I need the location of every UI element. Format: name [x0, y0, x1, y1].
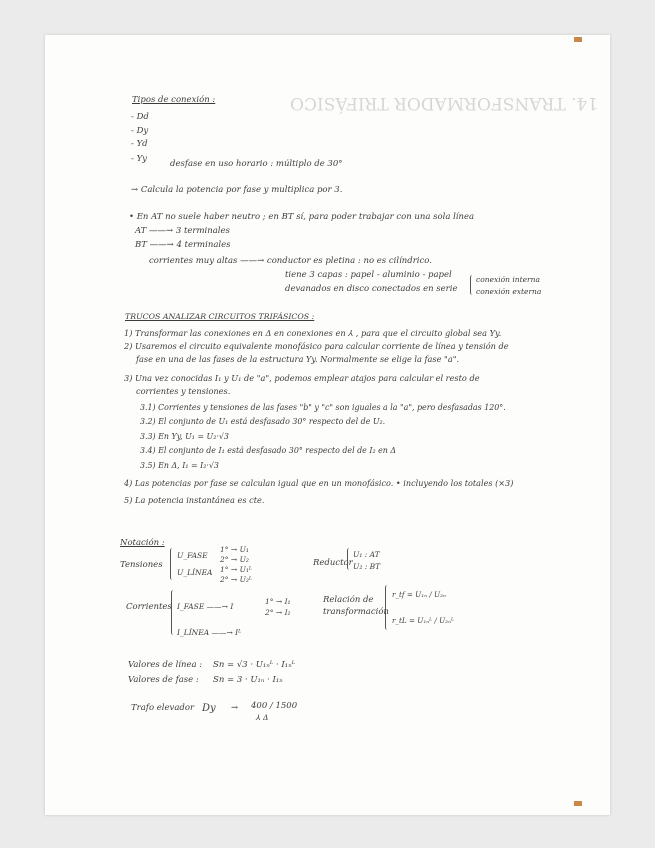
valores-fase-label: Valores de fase :	[128, 675, 199, 685]
i-fase-1: 1° → I₁	[265, 597, 291, 606]
truco-line: 1) Transformar las conexiones en Δ en conexiones en ⅄ , para que el circuito global sea Yy.	[124, 328, 502, 338]
truco-subline: 3.3) En Yy, U₁ = U₂·√3	[140, 432, 229, 441]
relacion-label: Relación de	[323, 595, 374, 605]
conexion-externa: conexión externa	[476, 287, 542, 296]
trafo-arrow: →	[231, 703, 239, 713]
u-fase-2: 2° → U₂	[220, 555, 249, 564]
u-linea-1: 1° → U₁ᴸ	[220, 565, 253, 574]
tipo-item: - Dy	[131, 126, 149, 136]
notebook-page	[45, 35, 610, 815]
tipo-item: - Yy	[131, 154, 147, 164]
rt-fase-formula: r_tf = U₁ₙ / U₂ₙ	[392, 590, 446, 599]
truco-subline: 3.1) Corrientes y tensiones de las fases "b" y "c" son iguales a la "a", pero desfasadas 120°.	[140, 403, 506, 412]
trafo-connection: Dy	[202, 703, 216, 714]
truco-line: fase en una de las fases de la estructura Yy. Normalmente se elige la fase "a".	[136, 354, 460, 364]
tensiones-label: Tensiones	[120, 560, 163, 570]
trafo-marks: ⅄ Δ	[256, 713, 269, 722]
i-fase-label: I_FASE ——→ I	[177, 602, 234, 611]
corner-tab	[574, 37, 582, 42]
corrientes-line: corrientes muy altas ——→ conductor es pletina : no es cilíndrico.	[149, 256, 432, 266]
tipo-item: - Dd	[131, 112, 149, 122]
conexion-interna: conexión interna	[476, 275, 540, 284]
i-fase-2: 2° → I₂	[265, 608, 291, 617]
tipos-title: Tipos de conexión :	[132, 95, 216, 105]
notacion-title: Notación :	[120, 538, 165, 548]
truco-line: 4) Las potencias por fase se calculan igual que en un monofásico. • incluyendo los totales (×3)	[124, 478, 514, 488]
relacion-brace	[385, 585, 390, 630]
truco-subline: 3.2) El conjunto de U₁ está desfasado 30° respecto del de U₂.	[140, 417, 386, 426]
corrientes-brace	[171, 590, 176, 635]
corrientes-label: Corrientes	[126, 602, 172, 612]
u-fase-1: 1° → U₁	[220, 545, 249, 554]
at-bt-intro: • En AT no suele haber neutro ; en BT sí, para poder trabajar con una sola línea	[129, 212, 475, 222]
reductor-1: U₁ : AT	[353, 550, 380, 559]
devanados-line: devanados en disco conectados en serie	[285, 284, 458, 294]
at-line: AT ——→ 3 terminales	[135, 226, 230, 236]
truco-subline: 3.4) El conjunto de I₁ está desfasado 30° respecto del de I₂ en Δ	[140, 446, 397, 455]
corner-tab	[574, 801, 582, 806]
u-linea-label: U_LÍNEA	[177, 568, 213, 577]
bt-line: BT ——→ 4 terminales	[135, 240, 231, 250]
reductor-2: U₂ : BT	[353, 562, 381, 571]
truco-line: corrientes y tensiones.	[136, 386, 231, 396]
rt-linea-formula: r_tL = U₁ₙᴸ / U₂ₙᴸ	[392, 616, 454, 625]
capas-line: tiene 3 capas : papel - aluminio - papel	[285, 270, 452, 280]
i-linea-label: I_LÍNEA ——→ Iᴸ	[177, 628, 242, 637]
tipo-item: - Yd	[131, 139, 148, 149]
truco-subline: 3.5) En Δ, I₁ = I₂·√3	[140, 461, 219, 470]
truco-line: 2) Usaremos el circuito equivalente monofásico para calcular corriente de línea y tensión de	[124, 341, 509, 351]
u-fase-label: U_FASE	[177, 551, 208, 560]
trucos-title: TRUCOS ANALIZAR CIRCUITOS TRIFÁSICOS :	[125, 312, 315, 321]
bleed-through-heading: 14. TRANSFORMADOR TRIFÁSICO	[290, 93, 599, 113]
valores-fase-formula: Sn = 3 · U₁ₙ · I₁ₙ	[213, 675, 283, 685]
tipo-desfase: desfase en uso horario : múltiplo de 30°	[170, 159, 343, 169]
transformacion-label: transformación	[323, 607, 389, 617]
reductor-brace	[347, 548, 352, 570]
potencia-note: → Calcula la potencia por fase y multiplica por 3.	[131, 185, 343, 195]
truco-line: 5) La potencia instantánea es cte.	[124, 495, 265, 505]
valores-linea-formula: Sn = √3 · U₁ₙᴸ · I₁ₙᴸ	[213, 660, 296, 670]
reductor-label: Reductor	[313, 558, 353, 568]
trafo-label: Trafo elevador	[131, 703, 195, 713]
devanados-brace	[470, 275, 475, 295]
valores-linea-label: Valores de línea :	[128, 660, 203, 670]
trafo-values: 400 / 1500	[251, 701, 298, 711]
u-linea-2: 2° → U₂ᴸ	[220, 575, 253, 584]
tensiones-brace	[170, 548, 175, 580]
truco-line: 3) Una vez conocidas I₁ y U₁ de "a", podemos emplear atajos para calcular el resto de	[124, 373, 480, 383]
